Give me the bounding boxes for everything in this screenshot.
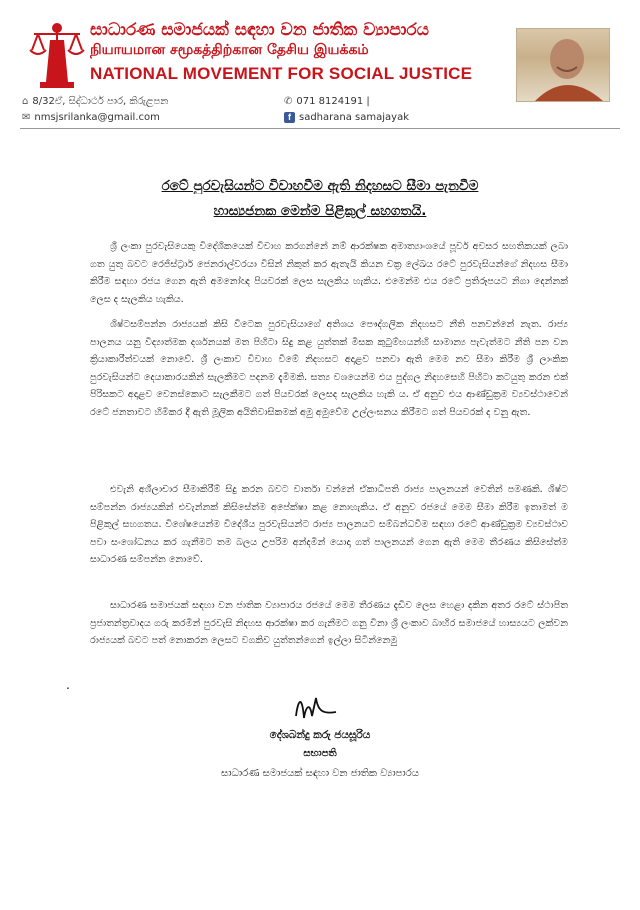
signatory-name: දේශබන්දු කරු ජයසූරිය	[269, 729, 371, 741]
body-paragraph-3: එවැනි අශීලාචාර සීමාකිරීම් සිදු කරන බවට වාර්තා වන්නේ ඒකාධිපති රාජ්‍ය පාලනයන් වෙතින් පමණකි. ශිෂ්ට සම්පන්න රාජ්‍යයකින් එවැන්නක් කිසිසේත්ම අපේක්ෂා කළ නොහැකිය. ඒ අනුව රජයේ මෙම සීමා කිරීම ඉතාමත් ම පිළිකුල් සහගතය. විශේෂයෙන්ම විදේශීය පුරවැසියන්ට රාජ්‍ය පාලනයට සම්බන්ධවීම සඳහා රටේ ආණ්ඩුක්‍රම ව්‍යවස්ථාව පවා සංශෝධනය කර ගැනීමට තම බලය උපරිම අන්දමින් යොදා ගත් පාලනයන් ගෙන ඇති මෙම තීරණය කිසිසේත්ම සාධාරණ සම්පන්න නොවේ.	[90, 484, 568, 565]
envelope-icon: ✉	[22, 112, 31, 123]
justice-figure-logo	[26, 20, 88, 92]
stray-dot: .	[66, 678, 70, 692]
org-name-english: NATIONAL MOVEMENT FOR SOCIAL JUSTICE	[90, 64, 473, 83]
body-paragraph-1: ශ්‍රී ලංකා පුරවැසියෙකු විදේශිකයෙක් විවාහ කරගන්නේ නම් ආරක්ෂක අමාත්‍යාංශයේ පූර්ව අවසර සහතිකයක් ලබා ගත යුතු බවට රෙජිස්ට්‍රාර් ජෙනරාල්වරයා විසින් නිකුත් කර ඇතැයි කියන චක්‍ර ලේඛය රටේ පුරවැසියන්ගේ නිදහස සීමා කිරීම සඳහා රජය ගෙන ඇති අමනෝඥ පියවරක් ලෙස සැලකිය හැකිය. එමෙන්ම එය රටේ ප්‍රතිරූපයට නිගා දෙන්නක් ලෙස ද සැලකිය හැකිය.	[90, 241, 568, 305]
facebook-line	[284, 112, 409, 123]
address-text: 8/32ඒ, සිද්ධාර්ථ පාර, කිරුළපන	[32, 96, 169, 107]
title-line-2: හාස්‍යජනක මෙන්ම පිළිකුල් සහගතයි.	[213, 203, 427, 219]
chairman-photo	[516, 28, 610, 102]
body-paragraph-4: සාධාරණ සමාජයක් සඳහා වන ජාතික ව්‍යාපාරය රජයේ මෙම තීරණය දැඩිව ලෙස හෙළා දකින අතර රටේ ස්ථාපිත ප්‍රජාතන්ත්‍රවාදය ගරු කරමින් පුරවැසි නිදහස ආරක්ෂා කර ගැනීමට ගනු විනා ශ්‍රී ලංකාව බාහිර සමාජයේ හාස්‍යයට ලක්වන රාජ්‍යයක් බවට පත් නොකරන ලෙසට වගකිව යුත්තන්ගෙන් ඉල්ලා සිටින්නෙමු	[90, 600, 568, 646]
org-name-tamil: நியாயமான சமூகத்திற்கான தேசிய இயக்கம்	[90, 42, 369, 58]
phone-icon: ✆	[284, 96, 293, 107]
phone-line	[284, 96, 370, 107]
letterhead-divider	[20, 128, 620, 129]
letterhead	[0, 0, 640, 130]
facebook-text[interactable]: sadharana samajayak	[299, 112, 409, 123]
signatory-title: සභාපති	[303, 748, 337, 759]
home-icon: ⌂	[22, 96, 29, 107]
facebook-icon: f	[284, 112, 295, 123]
address-line	[22, 96, 168, 107]
email-text[interactable]: nmsjsrilanka@gmail.com	[34, 112, 160, 123]
handwritten-signature	[282, 688, 342, 728]
signatory-organization: සාධාරණ සමාජයක් සඳහා වන ජාතික ව්‍යාපාරය	[221, 768, 419, 779]
email-line	[22, 112, 160, 123]
phone-text: 071 8124191 |	[296, 96, 370, 107]
org-name-sinhala: සාධාරණ සමාජයක් සඳහා වන ජාතික ව්‍යාපාරය	[90, 20, 429, 40]
title-line-1: රටේ පුරවැසියන්ට විවාහවීම ඇති නිදහසට සීමා පැනවීම	[161, 178, 479, 194]
body-paragraph-2: ශිෂ්ටසම්පන්න රාජ්‍යයක් කිසි විටෙක පුරවැසියාගේ අතිශය පෞද්ගලික නිදහසට නීති පනවන්නේ නැත. රාජ්‍ය පාලනය යනු විද්‍යාත්මක දර්ශනයක් මත පිහිටා සිදු කළ යුත්තක් මිසක කුටුම්භයන්හි සාමාන්‍ය පැවැත්මට නීති පන වන ක්‍රියාකාරීත්වයක් නොවේ. ශ්‍රී ලංකාව විවාහ වීමේ නිදහසට අදාළව පනවා ඇති මෙම නව සීමා කිරීම ශ්‍රී ලාංකික පුරවැසියන්ට දෙයාකාරයකින් සැලකීමට පදනම දැමීමකි. සත්‍ය වශයෙන්ම එය පුද්ගල නිදහසෙහි පිහිටා කටයුතු කරන එක් පිරිසකට අදාළව වෙනස්කොට සැලකීමට ගත් පියවරක් ලෙසද සැලකිය හැකි ය. ඒ අනුව එය ආණ්ඩුක්‍රම ව්‍යවස්ථාවෙන් රටේ ජනතාවට හිමිකර දී ඇති මූලික අයිතිවාසිකමක් අමු අමුවේම උල්ලංඝනය කිරීමට ගත් පියවරක් ද වනු ඇත.	[90, 319, 568, 418]
